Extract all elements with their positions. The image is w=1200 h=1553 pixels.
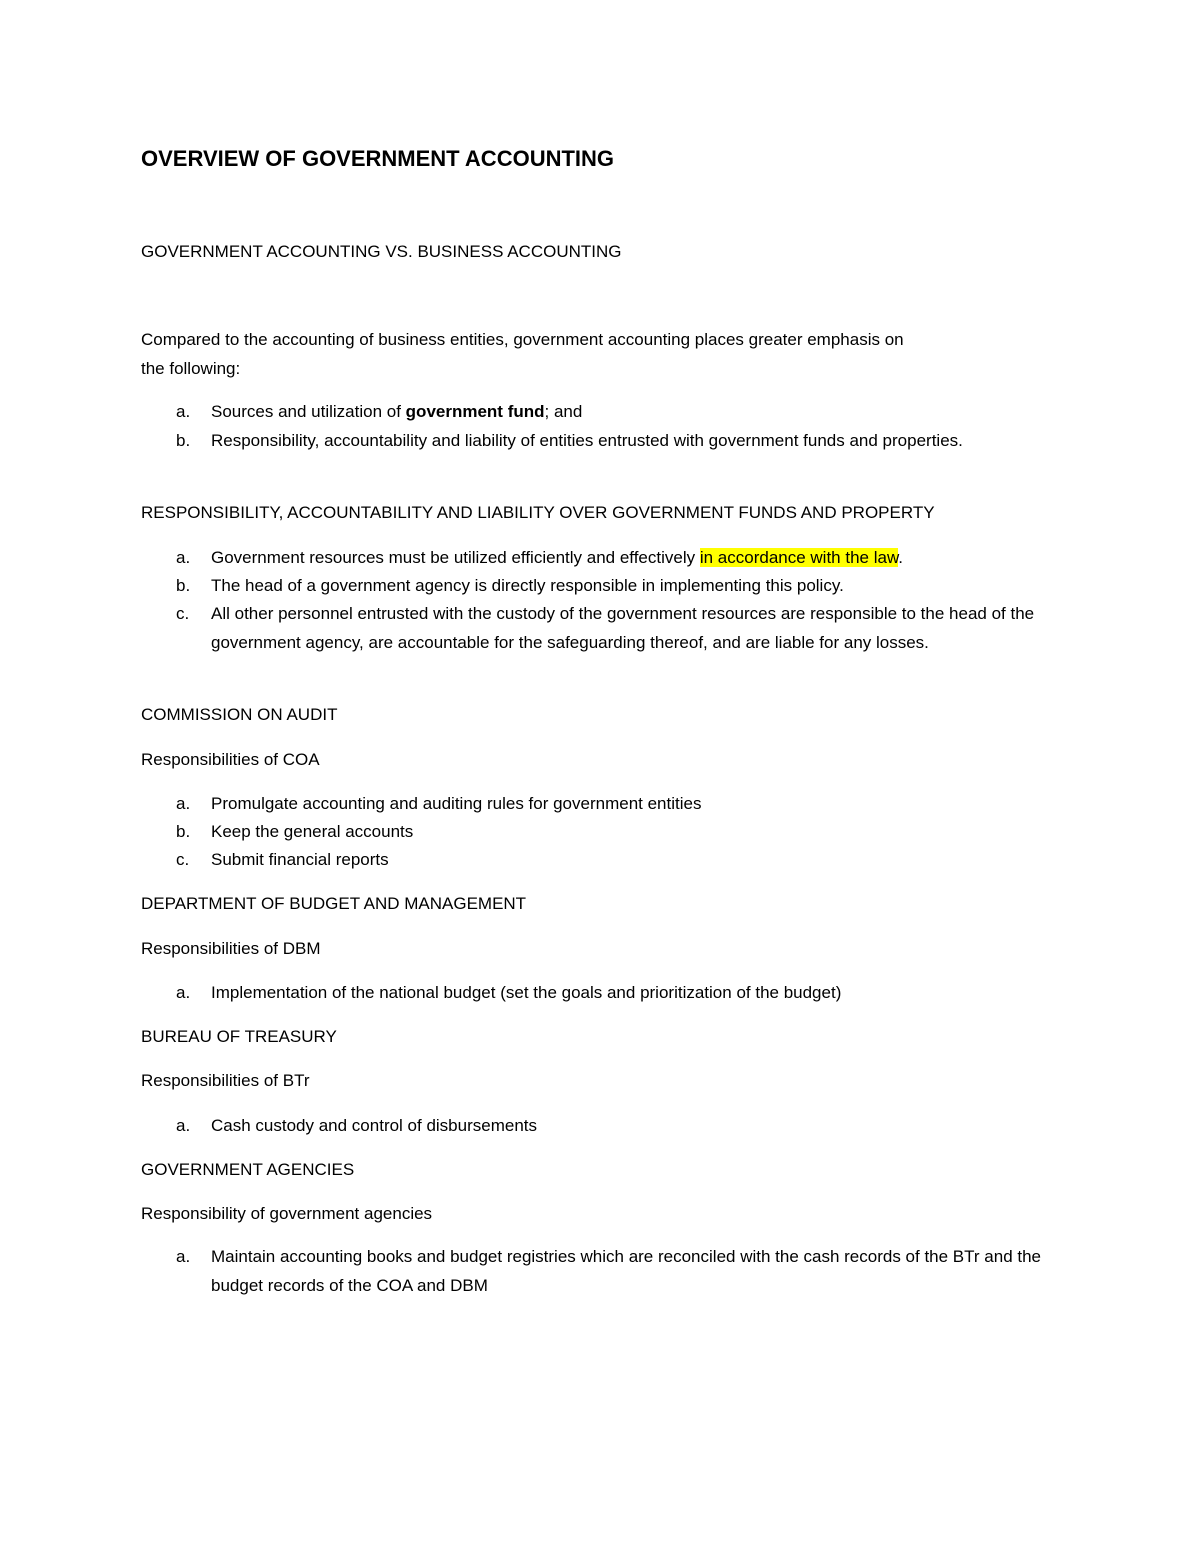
- list-item-text: The head of a government agency is directly responsible in implementing this policy.: [211, 576, 844, 595]
- list-item: [141, 846, 1061, 875]
- subheading-dbm: Responsibilities of DBM: [141, 939, 321, 958]
- list-item-text: Sources and utilization of government fund; and: [211, 402, 583, 421]
- highlighted-text: in accordance with the law: [699, 548, 899, 567]
- list-item: [141, 1243, 1061, 1300]
- list-marker: b.: [176, 576, 191, 595]
- list-item: [141, 979, 1061, 1008]
- list-marker: a.: [176, 1247, 191, 1266]
- list-item: [141, 572, 1061, 601]
- list-marker: b.: [176, 431, 191, 450]
- list-marker: a.: [176, 1116, 191, 1135]
- comparison-intro-line-2: the following:: [141, 359, 241, 378]
- section-heading-dbm: DEPARTMENT OF BUDGET AND MANAGEMENT: [141, 894, 527, 913]
- list-marker: a.: [176, 548, 191, 567]
- list-marker: a.: [176, 794, 191, 813]
- section-heading-coa: COMMISSION ON AUDIT: [141, 705, 338, 724]
- list-item: [141, 544, 1061, 573]
- subheading-btr: Responsibilities of BTr: [141, 1071, 310, 1090]
- page-title: OVERVIEW OF GOVERNMENT ACCOUNTING: [141, 146, 615, 171]
- list-marker: b.: [176, 822, 191, 841]
- section-heading-agencies: GOVERNMENT AGENCIES: [141, 1160, 355, 1179]
- list-item-text: Promulgate accounting and auditing rules for government entities: [211, 794, 702, 813]
- list-item-text: All other personnel entrusted with the custody of the government resources are responsible to the head of the government agency, are accountable for the safeguarding thereof, and are liable for any losses.: [211, 604, 1035, 652]
- list-item-text: Implementation of the national budget (set the goals and prioritization of the budget): [211, 983, 842, 1002]
- subheading-agencies: Responsibility of government agencies: [141, 1204, 433, 1223]
- list-marker: a.: [176, 983, 191, 1002]
- section-heading-responsibility: RESPONSIBILITY, ACCOUNTABILITY AND LIABILITY OVER GOVERNMENT FUNDS AND PROPERTY: [141, 503, 935, 522]
- list-marker: a.: [176, 402, 191, 421]
- list-item: [141, 818, 1061, 847]
- list-item: [141, 790, 1061, 819]
- list-marker: c.: [176, 604, 190, 623]
- section-heading-comparison: GOVERNMENT ACCOUNTING VS. BUSINESS ACCOUNTING: [141, 242, 622, 261]
- list-item: [141, 427, 1081, 456]
- subheading-coa: Responsibilities of COA: [141, 750, 320, 769]
- list-item-text: Maintain accounting books and budget registries which are reconciled with the cash records of the BTr and the budget records of the COA and DBM: [211, 1247, 1042, 1295]
- comparison-intro-line-1: Compared to the accounting of business entities, government accounting places greater emphasis on: [141, 330, 904, 349]
- list-item-text: Submit financial reports: [211, 850, 389, 869]
- list-item-text: Responsibility, accountability and liability of entities entrusted with government funds and properties.: [211, 431, 963, 450]
- list-item-text: Keep the general accounts: [211, 822, 414, 841]
- list-item-text: Cash custody and control of disbursements: [211, 1116, 538, 1135]
- list-item: [141, 1112, 1061, 1141]
- list-item: [141, 600, 1061, 657]
- list-item: [141, 398, 1061, 427]
- section-heading-btr: BUREAU OF TREASURY: [141, 1027, 337, 1046]
- list-item-text: Government resources must be utilized efficiently and effectively in accordance with the law.: [211, 548, 904, 567]
- bold-term: government fund: [405, 402, 545, 421]
- list-marker: c.: [176, 850, 190, 869]
